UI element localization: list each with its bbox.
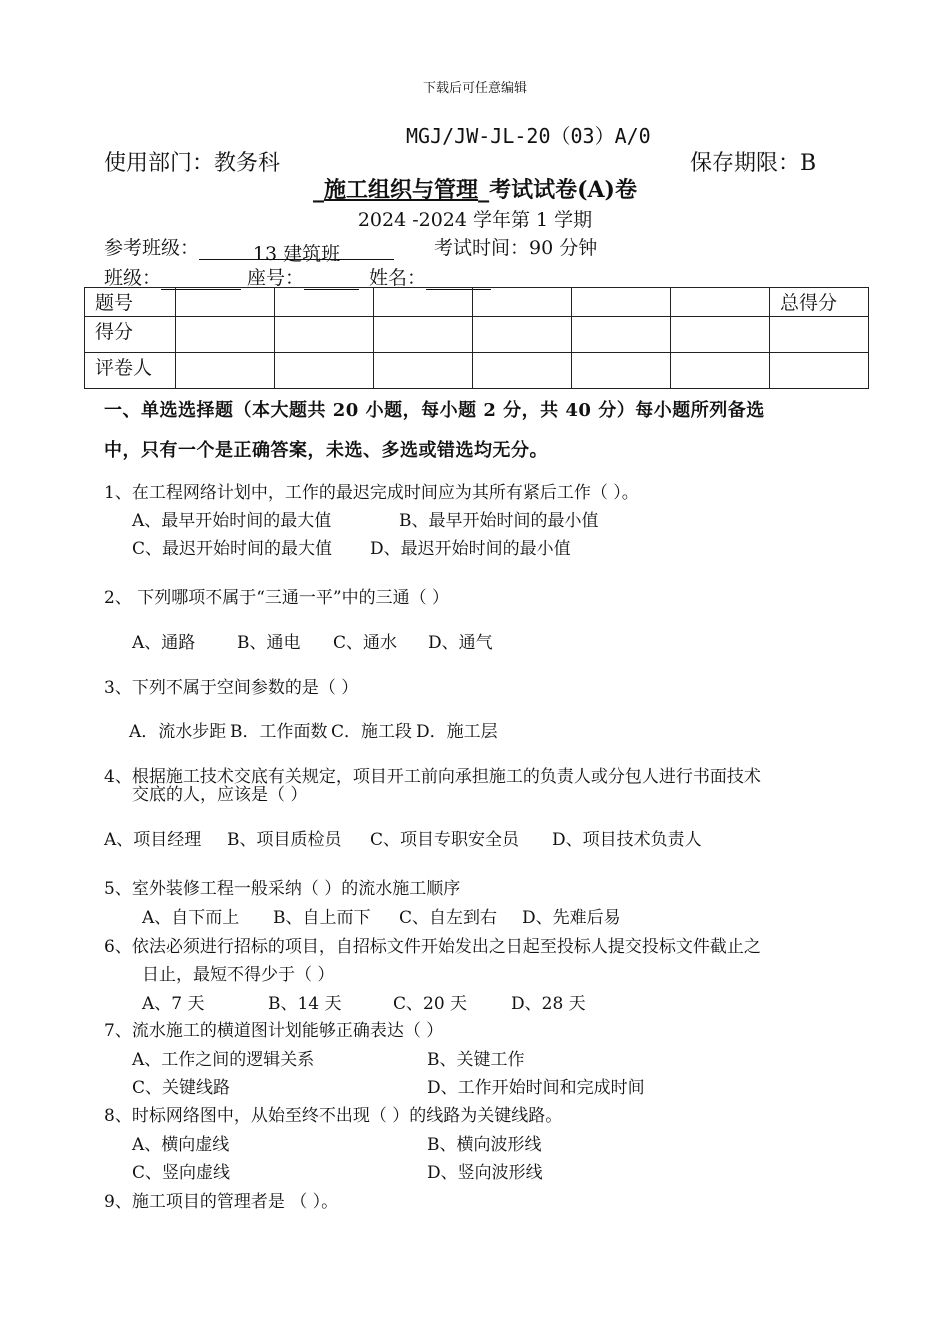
score-cell[interactable] bbox=[572, 317, 671, 353]
academic-term: 2024 -2024 学年第 1 学期 bbox=[357, 209, 593, 231]
option[interactable]: B、最早开始时间的最小值 bbox=[399, 511, 599, 531]
class-ref-label: 参考班级： bbox=[104, 237, 200, 259]
option[interactable]: D、竖向波形线 bbox=[427, 1163, 543, 1183]
option[interactable]: B、自上而下 bbox=[273, 908, 371, 928]
option[interactable]: A、7 天 bbox=[142, 994, 205, 1014]
question-5: 5、室外装修工程一般采纳（ ）的流水施工顺序 bbox=[104, 879, 461, 899]
title-suffix: _考试试卷(A)卷 bbox=[478, 177, 637, 203]
option[interactable]: B、项目质检员 bbox=[227, 830, 342, 850]
department-label: 使用部门： bbox=[104, 151, 215, 176]
question-4: 4、根据施工技术交底有关规定，项目开工前向承担施工的负责人或分包人进行书面技术 bbox=[104, 767, 761, 787]
score-cell bbox=[176, 288, 275, 317]
option[interactable]: D、28 天 bbox=[511, 994, 586, 1014]
option[interactable]: D、通气 bbox=[428, 633, 493, 653]
option[interactable]: B．工作面数 bbox=[230, 722, 328, 742]
course-name: 施工组织与管理 bbox=[324, 177, 479, 203]
score-cell bbox=[572, 288, 671, 317]
question-7: 7、流水施工的横道图计划能够正确表达（ ） bbox=[104, 1021, 444, 1041]
question-3: 3、下列不属于空间参数的是（ ） bbox=[104, 678, 359, 698]
option[interactable]: A、通路 bbox=[132, 633, 196, 653]
retention-value: B bbox=[800, 151, 817, 176]
option[interactable]: C、最迟开始时间的最大值 bbox=[132, 539, 333, 559]
question-2: 2、 下列哪项不属于“三通一平”中的三通（ ） bbox=[104, 588, 450, 608]
score-cell[interactable] bbox=[176, 353, 275, 389]
score-cell[interactable] bbox=[176, 317, 275, 353]
option[interactable]: B、14 天 bbox=[268, 994, 342, 1014]
option[interactable]: A、工作之间的逻辑关系 bbox=[132, 1050, 315, 1070]
exam-time: 考试时间：90 分钟 bbox=[434, 237, 598, 259]
row-label: 题号 bbox=[85, 288, 176, 317]
score-cell bbox=[374, 288, 473, 317]
score-cell[interactable] bbox=[473, 317, 572, 353]
score-table bbox=[84, 287, 869, 389]
score-cell[interactable] bbox=[473, 353, 572, 389]
score-cell[interactable] bbox=[374, 353, 473, 389]
document-code: MGJ/JW-JL-20（03）A/0 bbox=[406, 124, 651, 148]
option[interactable]: C、自左到右 bbox=[399, 908, 498, 928]
score-cell[interactable] bbox=[275, 353, 374, 389]
exam-title bbox=[0, 173, 950, 204]
name-label: 姓名： bbox=[369, 267, 427, 289]
option[interactable]: C、通水 bbox=[333, 633, 398, 653]
option[interactable]: A、项目经理 bbox=[104, 830, 202, 850]
student-info-line bbox=[104, 263, 491, 290]
class-ref-value[interactable]: 13 建筑班 bbox=[199, 239, 394, 260]
question-6: 6、依法必须进行招标的项目，自招标文件开始发出之日起至投标人提交投标文件截止之 bbox=[104, 937, 761, 957]
option[interactable]: C、项目专职安全员 bbox=[370, 830, 520, 850]
option[interactable]: A、横向虚线 bbox=[132, 1135, 230, 1155]
score-cell[interactable] bbox=[770, 317, 869, 353]
row-label: 评卷人 bbox=[85, 353, 176, 389]
option[interactable]: B、关键工作 bbox=[427, 1050, 525, 1070]
section-heading-cont: 中，只有一个是正确答案，未选、多选或错选均无分。 bbox=[104, 440, 548, 461]
option[interactable]: D、项目技术负责人 bbox=[552, 830, 702, 850]
score-cell bbox=[473, 288, 572, 317]
score-cell[interactable] bbox=[671, 317, 770, 353]
option[interactable]: A、最早开始时间的最大值 bbox=[132, 511, 332, 531]
option[interactable]: A、自下而上 bbox=[142, 908, 240, 928]
score-cell[interactable] bbox=[374, 317, 473, 353]
table-row bbox=[85, 353, 869, 389]
title-prefix: _ bbox=[313, 177, 325, 203]
option[interactable]: C、20 天 bbox=[393, 994, 468, 1014]
download-note: 下载后可任意编辑 bbox=[422, 81, 527, 96]
table-row bbox=[85, 288, 869, 317]
option[interactable]: A．流水步距 bbox=[129, 722, 227, 742]
option[interactable]: D、先难后易 bbox=[522, 908, 621, 928]
option[interactable]: C．施工段 bbox=[331, 722, 413, 742]
class-info-line bbox=[104, 233, 598, 265]
seat-label: 座号： bbox=[247, 267, 305, 289]
question-9: 9、施工项目的管理者是 （ ）。 bbox=[104, 1192, 339, 1212]
class-label: 班级： bbox=[104, 267, 162, 289]
option[interactable]: D．施工层 bbox=[416, 722, 498, 742]
option[interactable]: C、竖向虚线 bbox=[132, 1163, 231, 1183]
retention-label: 保存期限： bbox=[690, 151, 801, 176]
option[interactable]: D、工作开始时间和完成时间 bbox=[427, 1078, 645, 1098]
score-cell[interactable] bbox=[671, 353, 770, 389]
score-cell bbox=[275, 288, 374, 317]
table-row bbox=[85, 317, 869, 353]
option[interactable]: D、最迟开始时间的最小值 bbox=[370, 539, 571, 559]
row-label: 得分 bbox=[85, 317, 176, 353]
option[interactable]: B、横向波形线 bbox=[427, 1135, 542, 1155]
question-8: 8、时标网络图中，从始至终不出现（ ）的线路为关键线路。 bbox=[104, 1106, 563, 1126]
total-score-header: 总得分 bbox=[770, 288, 869, 317]
question-1: 1、在工程网络计划中，工作的最迟完成时间应为其所有紧后工作（ ）。 bbox=[104, 483, 639, 503]
section-heading: 一、单选选择题（本大题共 20 小题，每小题 2 分，共 40 分）每小题所列备选 bbox=[104, 400, 765, 421]
option[interactable]: B、通电 bbox=[237, 633, 301, 653]
score-cell[interactable] bbox=[770, 353, 869, 389]
question-4-cont: 交底的人，应该是（ ） bbox=[132, 785, 308, 805]
department-value: 教务科 bbox=[214, 151, 281, 176]
score-cell[interactable] bbox=[572, 353, 671, 389]
question-6-cont: 日止，最短不得少于（ ） bbox=[142, 965, 335, 985]
score-cell bbox=[671, 288, 770, 317]
score-cell[interactable] bbox=[275, 317, 374, 353]
option[interactable]: C、关键线路 bbox=[132, 1078, 231, 1098]
